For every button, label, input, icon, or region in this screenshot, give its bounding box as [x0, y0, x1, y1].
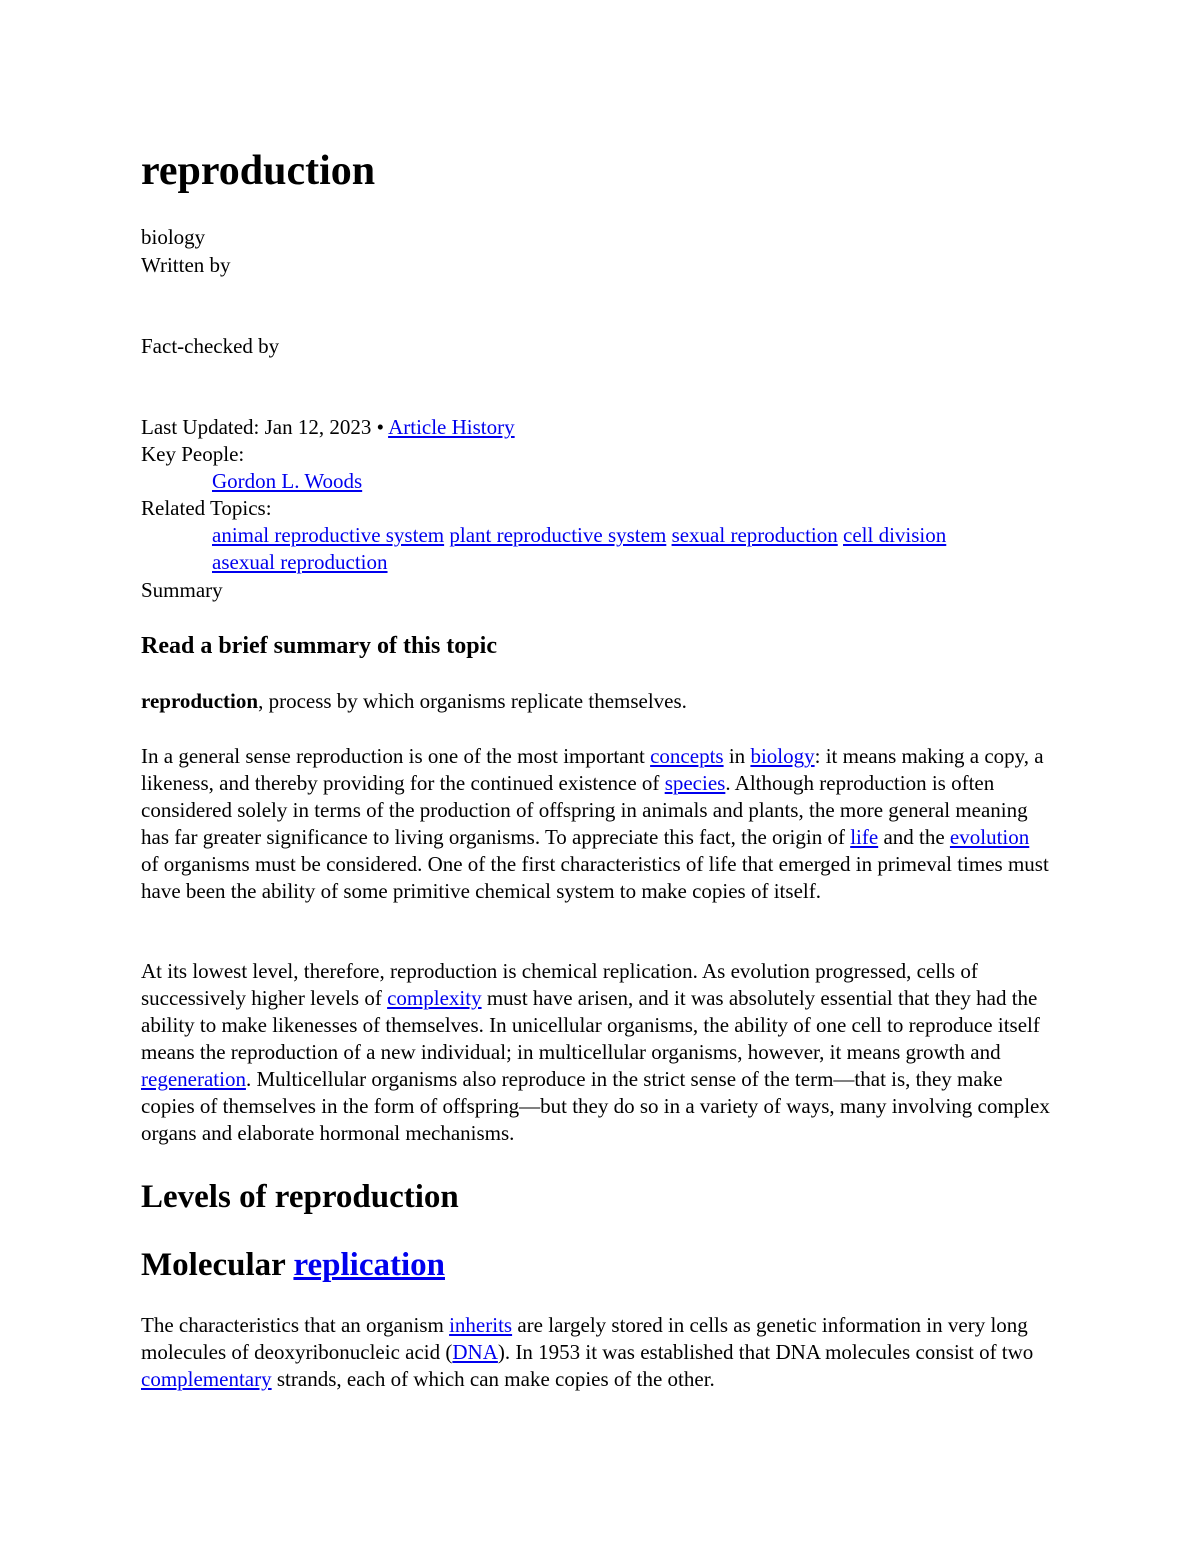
species-link[interactable]: species: [664, 771, 726, 795]
levels-heading: Levels of reproduction: [141, 1179, 459, 1215]
intro-paragraph-2: At its lowest level, therefore, reproduction is chemical replication. As evolution progressed, cells of successively higher levels of complexity must have arisen, and it was absolutely essential that they had the ability to make likenesses of themselves. In unicellular organisms, the ability of one cell to reproduce itself means the reproduction of a new individual; in multicellular organisms, however, it means growth and regeneration. Multicellular organisms also reproduce in the strict sense of the term—that is, they make copies of themselves in the form of offspring—but they do so in a variety of ways, many involving complex organs and elaborate hormonal mechanisms.: [141, 959, 1050, 1145]
key-person-link[interactable]: Gordon L. Woods: [212, 469, 363, 493]
last-updated-label: Last Updated: Jan 12, 2023 •: [141, 415, 384, 439]
key-people-label: Key People:: [141, 442, 245, 466]
related-topics-row-1: [212, 522, 946, 549]
inherits-link[interactable]: inherits: [449, 1313, 513, 1337]
molecular-paragraph: The characteristics that an organism inherits are largely stored in cells as genetic information in very long molecules of deoxyribonucleic acid (DNA). In 1953 it was established that DNA molecules consist of two complementary strands, each of which can make copies of the other.: [141, 1313, 1034, 1391]
related-topic-link[interactable]: plant reproductive system: [449, 523, 667, 547]
fact-checked-label: Fact-checked by: [141, 334, 280, 358]
biology-link[interactable]: biology: [750, 744, 815, 768]
article-history-link[interactable]: Article History: [388, 415, 515, 439]
page-title: reproduction: [141, 148, 376, 194]
life-link[interactable]: life: [850, 825, 879, 849]
last-updated-line: [141, 414, 515, 441]
molecular-heading: Molecular replication: [141, 1247, 445, 1283]
related-topic-link[interactable]: asexual reproduction: [212, 550, 388, 574]
complexity-link[interactable]: complexity: [387, 986, 482, 1010]
related-topic-link[interactable]: animal reproductive system: [212, 523, 445, 547]
summary-lead: reproduction, process by which organisms replicate themselves.: [141, 689, 687, 713]
dna-link[interactable]: DNA: [452, 1340, 498, 1364]
summary-heading: Read a brief summary of this topic: [141, 633, 497, 659]
complementary-link[interactable]: complementary: [141, 1367, 272, 1391]
evolution-link[interactable]: evolution: [949, 825, 1030, 849]
related-topic-link[interactable]: sexual reproduction: [671, 523, 838, 547]
replication-link[interactable]: replication: [293, 1247, 445, 1283]
regeneration-link[interactable]: regeneration: [141, 1067, 246, 1091]
key-people-list: [212, 468, 362, 495]
written-by-label: Written by: [141, 253, 231, 277]
lead-term: reproduction: [141, 689, 259, 713]
article-category: biology: [141, 225, 206, 249]
concepts-link[interactable]: concepts: [650, 744, 724, 768]
related-topics-label: Related Topics:: [141, 496, 272, 520]
related-topic-link[interactable]: cell division: [843, 523, 947, 547]
related-topics-row-2: [212, 549, 388, 576]
intro-paragraph-1: In a general sense reproduction is one of the most important concepts in biology: it means making a copy, a likeness, and thereby providing for the continued existence of species. Although reproduction is often considered solely in terms of the production of offspring in animals and plants, the more general meaning has far greater significance to living organisms. To appreciate this fact, the origin of life and the evolution of organisms must be considered. One of the first characteristics of life that emerged in primeval times must have been the ability of some primitive chemical system to make copies of itself.: [141, 744, 1049, 903]
summary-label: Summary: [141, 578, 223, 602]
